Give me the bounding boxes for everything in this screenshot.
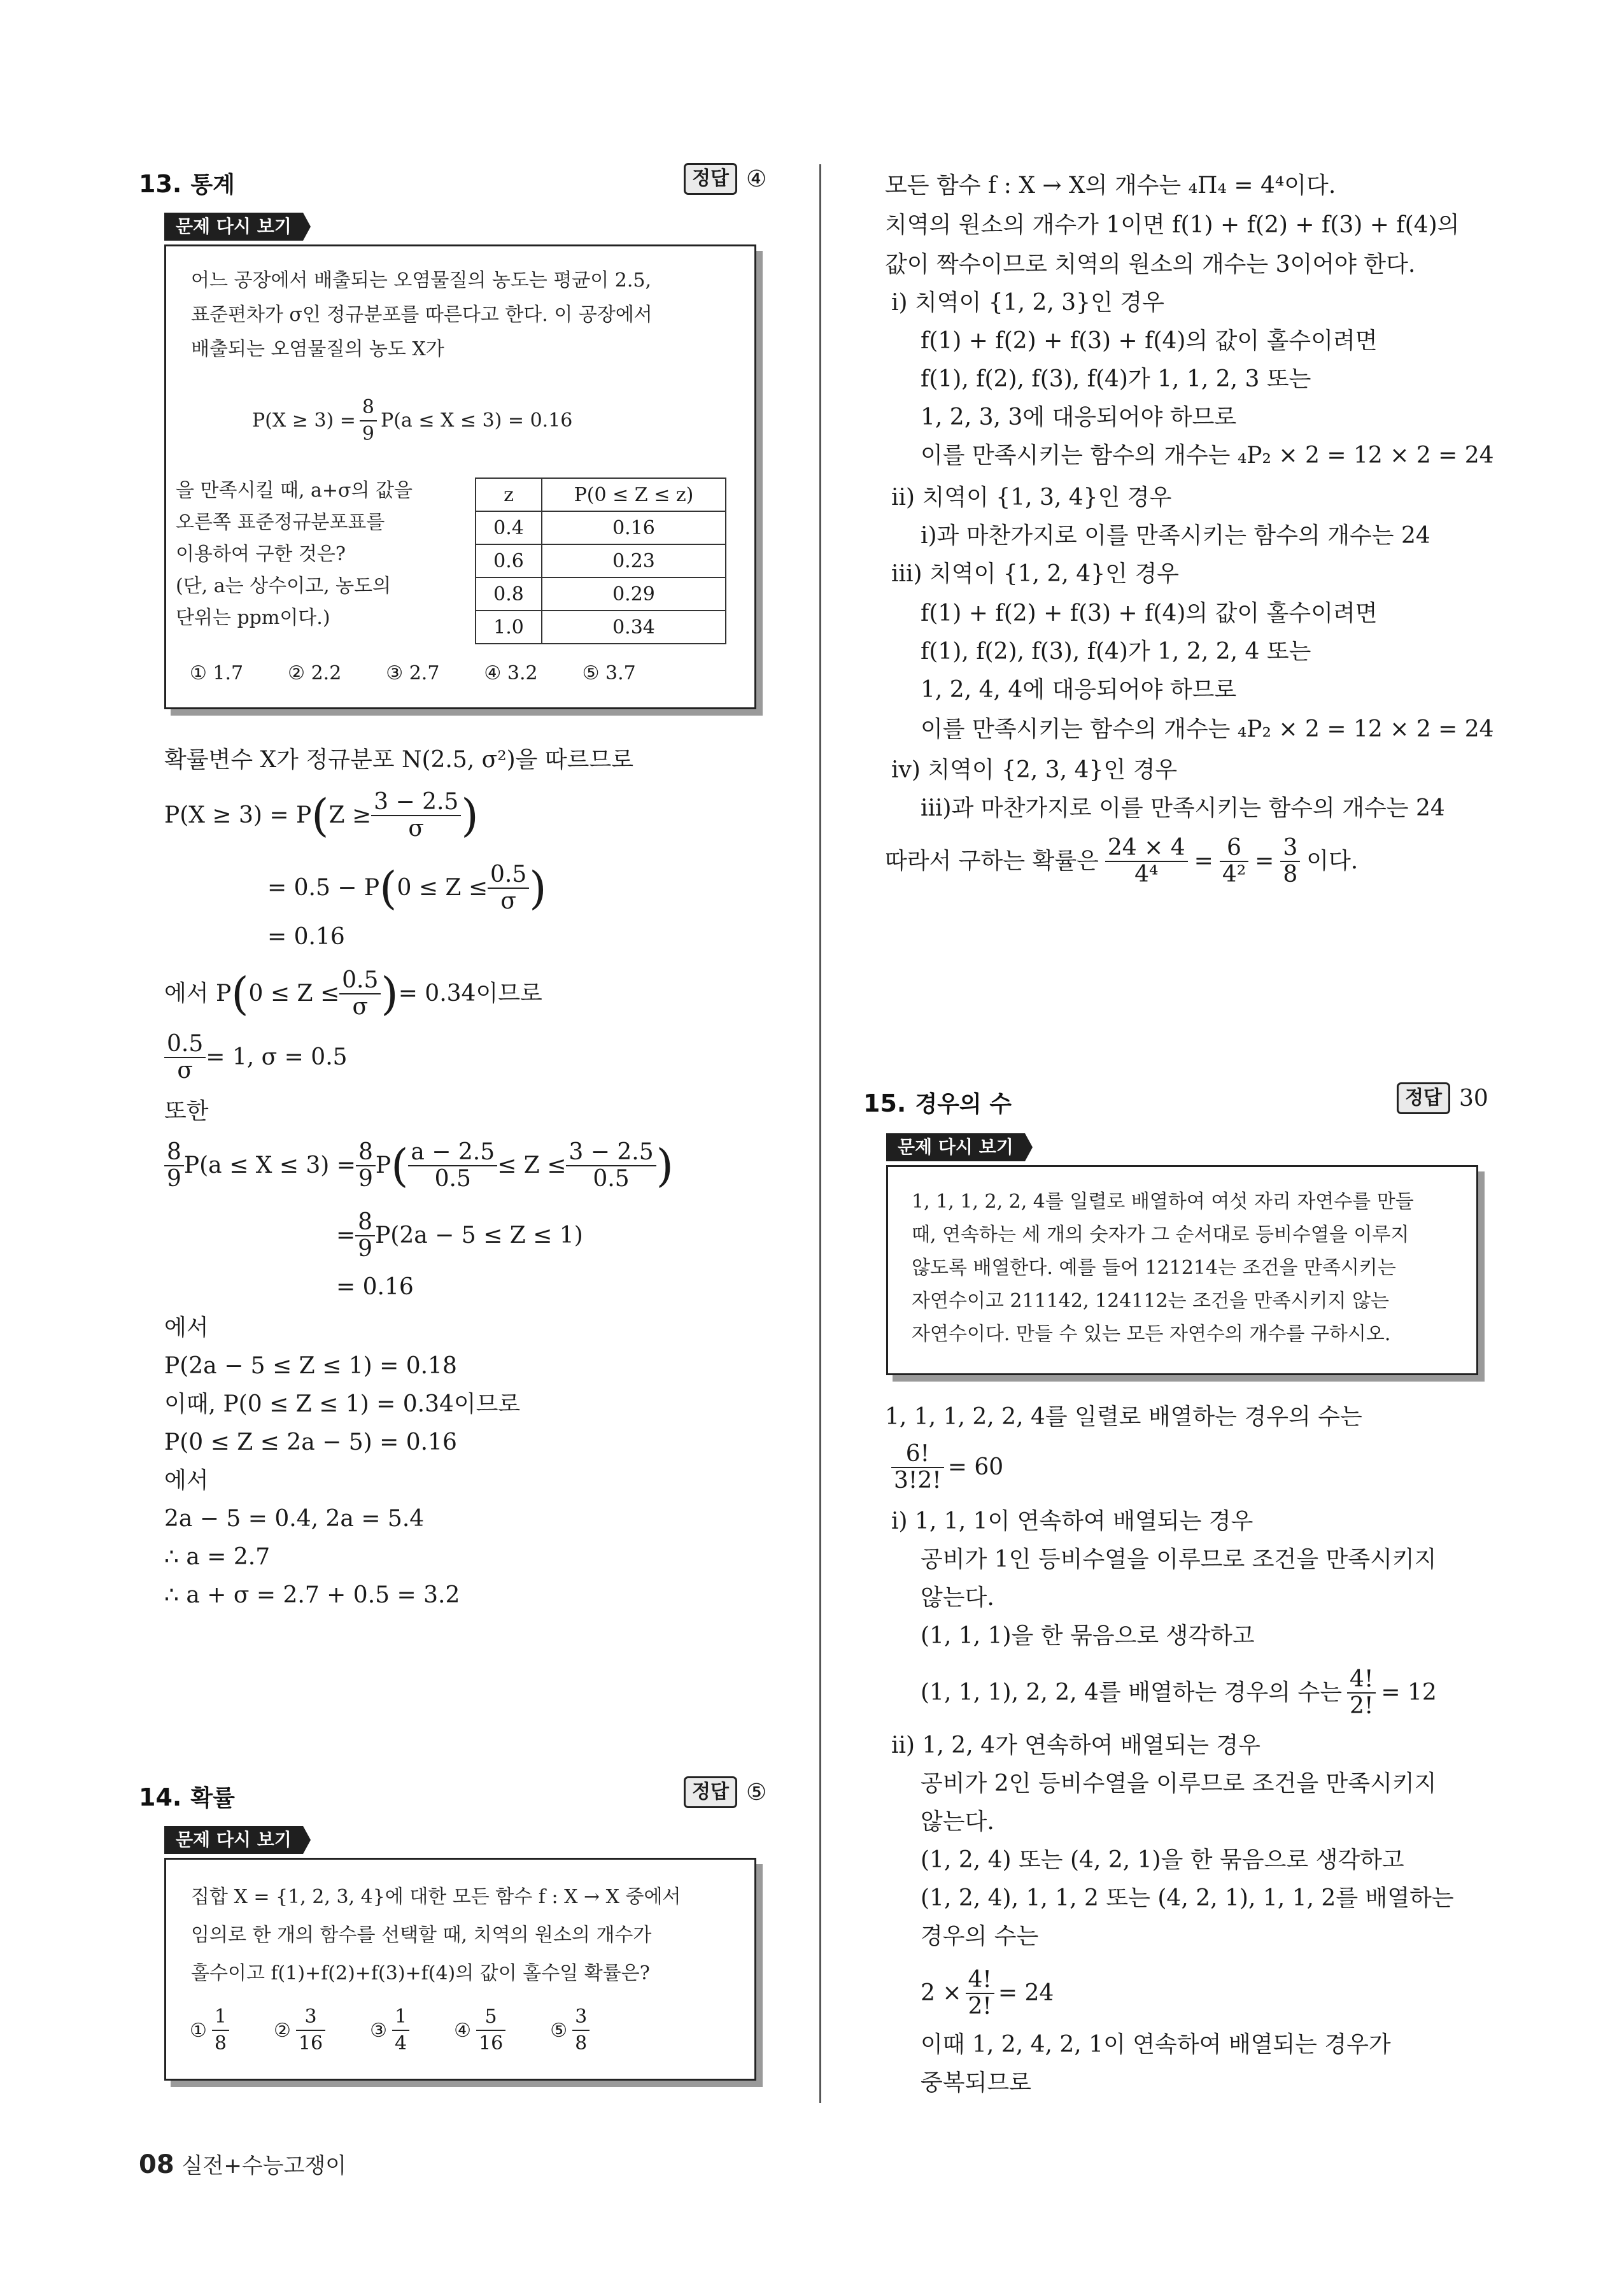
problem-line: 자연수이다. 만들 수 있는 모든 자연수의 개수를 구하시오. [912,1323,1391,1345]
option [454,2004,505,2056]
formula-fraction [360,395,377,447]
q14-number: 14. [139,1783,182,1811]
q13-condition-text [176,475,413,634]
solution-line: 않는다. [921,1585,994,1611]
formula-rhs: P(a ≤ X ≤ 3) = 0.16 [381,409,573,432]
fraction [1220,835,1248,888]
text: 에서 P [164,980,232,1007]
solution-line: 않는다. [921,1809,994,1835]
table-row [476,611,726,644]
fraction [891,1441,944,1494]
solution-line: 에서 [164,1315,209,1341]
table-cell: 1.0 [476,611,542,644]
solution-line: 모든 함수 f : X → X의 개수는 ₄Π₄ = 4⁴이다. [885,173,1336,199]
table-cell: 0.29 [542,577,726,611]
solution-line: 1, 2, 4, 4에 대응되어야 하므로 [921,677,1237,703]
numerator: 6! [891,1441,944,1468]
problem-line: 홀수이고 f(1)+f(2)+f(3)+f(4)의 값이 홀수일 확률은? [191,1962,650,1984]
solution-line: ⅱ) 1, 2, 4가 연속하여 배열되는 경우 [891,1732,1260,1758]
denominator: 8 [575,2032,588,2055]
problem-line: 어느 공장에서 배출되는 오염물질의 농도는 평균이 2.5, [191,269,652,292]
solution-line: 치역의 원소의 개수가 1이면 f(1) + f(2) + f(3) + f(4)의 [885,212,1460,238]
text: P [375,1152,392,1178]
denominator: 0.5 [593,1166,630,1192]
solution-line: ⅰ) 치역이 {1, 2, 3}인 경우 [891,290,1164,316]
q13-answer-value: ④ [745,166,767,192]
denominator: σ [500,888,516,914]
q14-title: 확률 [190,1785,235,1811]
table-cell: 0.34 [542,611,726,644]
formula-lhs: P(X ≥ 3) = [252,409,356,432]
problem-line: 1, 1, 1, 2, 2, 4를 일렬로 배열하여 여섯 자리 자연수를 만들 [912,1191,1414,1213]
text: (1, 1, 1), 2, 2, 4를 배열하는 경우의 수는 [921,1680,1343,1706]
problem-line: 자연수이고 211142, 124112는 조건을 만족시키지 않는 [912,1290,1389,1312]
fraction [296,2004,325,2056]
text: Z ≥ [328,802,372,828]
solution-line: $\frac{8}{9}$ P(a ≤ X ≤ 3) = $\frac{8}{9}$ P ( $\frac{a - 2.5}{0.5}$ ≤ Z ≤ $\frac{3 - 2.5}{0.5}$ ) [164,1140,674,1192]
problem-line: 배출되는 오염물질의 농도 X가 [191,338,444,360]
numerator: 8 [356,1140,376,1166]
solution-line: f(1) + f(2) + f(3) + f(4)의 값이 홀수이려면 [921,328,1378,354]
numerator: 3 [1280,835,1300,862]
text: 2 × [921,1980,962,2006]
answer-badge: 정답 [684,163,737,195]
text: 따라서 구하는 확률은 [885,848,1099,874]
problem-line: 않도록 배열한다. 예를 들어 121214는 조건을 만족시키는 [912,1257,1396,1279]
option [190,2004,229,2056]
solution-line: 경우의 수는 [921,1923,1039,1949]
solution-line: 에서 P ( 0 ≤ Z ≤ $\frac{0.5}{\sigma}$ ) = 0.34이므로 [164,967,542,1020]
q14-answer-value: ⑤ [745,1779,767,1806]
solution-line [921,1967,1054,2020]
fraction [966,1967,994,2020]
solution-line: 또한 [164,1098,209,1124]
denominator: σ [352,994,369,1020]
q13-review-tab: 문제 다시 보기 [164,213,303,241]
solution-line: ∴ a = 2.7 [164,1544,271,1570]
solution-line: = 0.16 [336,1274,414,1300]
text: = 60 [947,1454,1004,1480]
text: ≤ Z ≤ [497,1152,567,1178]
numerator: 6 [1220,835,1248,862]
fraction [572,2004,590,2056]
condition-line: 이용하여 구한 것은? [176,543,346,565]
table-row [476,577,726,611]
solution-line: ⅰ) 1, 1, 1이 연속하여 배열되는 경우 [891,1508,1253,1534]
table-row [476,544,726,577]
solution-line: (1, 1, 1)을 한 묶음으로 생각하고 [921,1623,1255,1649]
denominator: 4² [1222,861,1246,888]
option: ④ 3.2 [484,662,538,684]
table-cell: 0.6 [476,544,542,577]
solution-line: 중복되므로 [921,2070,1031,2096]
solution-line: 값이 짝수이므로 치역의 원소의 개수는 3이어야 한다. [885,251,1416,278]
q13-answer [684,163,766,195]
q14-answer [684,1776,766,1808]
solution-line: ⅲ) 치역이 {1, 2, 4}인 경우 [891,561,1179,587]
answer-badge: 정답 [1397,1082,1450,1114]
solution-line: = 0.5 − P ( 0 ≤ Z ≤ $\frac{0.5}{\sigma}$ ) [267,861,547,914]
fraction [1105,835,1188,888]
solution-line: ⅲ)과 마찬가지로 이를 만족시키는 함수의 개수는 24 [921,795,1445,821]
fraction [371,789,461,842]
fraction [356,1140,376,1192]
numerator: 3 [572,2004,590,2031]
table-cell: 0.23 [542,544,726,577]
solution-line [164,1031,348,1084]
numerator: 8 [355,1210,375,1236]
marker: ② [274,2019,291,2042]
problem-line: 때, 연속하는 세 개의 숫자가 그 순서대로 등비수열을 이루지 [912,1224,1409,1246]
option [370,2004,409,2056]
solution-line: 1, 2, 3, 3에 대응되어야 하므로 [921,404,1237,430]
option: ③ 2.7 [386,662,440,684]
text: 0 ≤ Z ≤ [397,875,488,901]
numerator: 1 [392,2004,409,2031]
solution-line: (1, 2, 4), 1, 1, 2 또는 (4, 2, 1), 1, 1, 2를 배열하는 [921,1885,1454,1911]
q13-header [139,167,235,199]
book-title: 실전+수능고쟁이 [181,2153,347,2179]
numerator: 0.5 [164,1031,206,1058]
numerator: 0.5 [339,968,381,994]
fraction [164,1140,184,1192]
option: ② 2.2 [288,662,342,684]
q15-number: 15. [863,1089,907,1117]
text: = 1, σ = 0.5 [206,1044,348,1070]
table-cell: 0.16 [542,511,726,544]
denominator: 0.5 [434,1166,471,1192]
option: ⑤ 3.7 [582,662,636,684]
condition-line: 오른쪽 표준정규분포표를 [176,511,385,534]
page-number: 08 [139,2150,174,2179]
numerator: 3 − 2.5 [566,1140,656,1166]
q15-problem-text [912,1185,1414,1351]
q14-review-tab: 문제 다시 보기 [164,1826,303,1854]
fraction [392,2004,409,2056]
denominator: σ [177,1058,193,1084]
numerator: 3 [296,2004,325,2031]
q15-review-tab: 문제 다시 보기 [886,1133,1025,1161]
numerator: 1 [212,2004,229,2031]
text: 이다. [1306,848,1359,874]
text: = 12 [1381,1680,1437,1706]
numerator: 4! [966,1967,994,1994]
normal-distribution-table [475,478,726,644]
solution-line: 공비가 2인 등비수열을 이루므로 조건을 만족시키지 [921,1771,1437,1797]
option [550,2004,590,2056]
solution-line: 1, 1, 1, 2, 2, 4를 일렬로 배열하는 경우의 수는 [885,1404,1362,1430]
denominator: 9 [358,1166,373,1192]
solution-line: 이를 만족시키는 함수의 개수는 ₄P₂ × 2 = 12 × 2 = 24 [921,716,1494,742]
q13-number: 13. [139,170,182,198]
table-header: P(0 ≤ Z ≤ z) [542,478,726,511]
text: = 0.5 − P [267,875,380,901]
problem-line: 임의로 한 개의 함수를 선택할 때, 치역의 원소의 개수가 [191,1924,652,1946]
numerator: 8 [164,1140,184,1166]
column-divider [819,164,821,2103]
text: P(2a − 5 ≤ Z ≤ 1) [375,1222,583,1249]
q15-title: 경우의 수 [915,1091,1012,1117]
denominator: σ [408,816,424,842]
marker: ⑤ [550,2019,568,2042]
table-cell: 0.4 [476,511,542,544]
condition-line: 단위는 ppm이다.) [176,607,330,629]
text: P(a ≤ X ≤ 3) = [183,1152,356,1178]
fraction [339,968,381,1020]
text: = [336,1222,356,1249]
solution-line: (1, 2, 4) 또는 (4, 2, 1)을 한 묶음으로 생각하고 [921,1847,1404,1873]
text: 0 ≤ Z ≤ [248,980,340,1007]
fraction [355,1210,375,1262]
denominator: 9 [358,1236,373,1262]
solution-line [921,1667,1437,1719]
denominator: 9 [167,1166,181,1192]
denominator: 4⁴ [1134,861,1159,888]
marker: ④ [454,2019,471,2042]
fraction [476,2004,505,2056]
text: = 0.34이므로 [398,980,542,1007]
q14-problem-text [191,1878,681,1993]
problem-line: 표준편차가 σ인 정규분포를 따른다고 한다. 이 공장에서 [191,304,653,326]
solution-line: 이때 1, 2, 4, 2, 1이 연속하여 배열되는 경우가 [921,2032,1391,2058]
condition-line: 을 만족시킬 때, a+σ의 값을 [176,479,413,502]
solution-line: ⅰ)과 마찬가지로 이를 만족시키는 함수의 개수는 24 [921,523,1430,549]
denominator: 2! [1350,1693,1374,1719]
solution-line: 에서 [164,1468,209,1494]
q14-header [139,1780,235,1813]
q13-problem-text [191,264,653,367]
condition-line: (단, a는 상수이고, 농도의 [176,575,392,597]
numerator: 4! [1347,1667,1376,1694]
solution-line: ⅱ) 치역이 {1, 3, 4}인 경우 [891,485,1172,511]
numerator: 5 [476,2004,505,2031]
solution-line: 공비가 1인 등비수열을 이루므로 조건을 만족시키지 [921,1546,1437,1573]
numerator: 0.5 [488,862,529,889]
q13-title: 통계 [190,172,235,198]
marker: ③ [370,2019,387,2042]
numerator: 8 [360,395,377,421]
table-row [476,511,726,544]
numerator: 24 × 4 [1105,835,1188,862]
option: ① 1.7 [190,662,244,684]
table-cell: 0.8 [476,577,542,611]
page-footer [139,2148,346,2179]
solution-line: f(1) + f(2) + f(3) + f(4)의 값이 홀수이려면 [921,600,1378,626]
solution-line: P(2a − 5 ≤ Z ≤ 1) = 0.18 [164,1353,457,1379]
problem-line: 집합 X = {1, 2, 3, 4}에 대한 모든 함수 f : X → X 중에서 [191,1886,681,1908]
option [274,2004,325,2056]
denominator: 16 [298,2032,323,2055]
solution-line: f(1), f(2), f(3), f(4)가 1, 1, 2, 3 또는 [921,366,1311,392]
fraction [1280,835,1300,888]
solution-line: 이때, P(0 ≤ Z ≤ 1) = 0.34이므로 [164,1391,521,1417]
q14-options [190,2004,634,2056]
denominator: 16 [479,2032,504,2055]
text: = 24 [998,1980,1054,2006]
solution-line [336,1210,583,1262]
q13-formula [252,395,572,447]
q15-answer-value: 30 [1458,1085,1488,1112]
solution-line [891,1441,1003,1494]
solution-line: ⅳ) 치역이 {2, 3, 4}인 경우 [891,757,1178,783]
fraction [212,2004,229,2056]
q13-options [190,662,681,684]
solution-line: f(1), f(2), f(3), f(4)가 1, 2, 2, 4 또는 [921,639,1311,665]
fraction [488,862,529,914]
numerator: 3 − 2.5 [371,789,461,816]
solution-line: ∴ a + σ = 2.7 + 0.5 = 3.2 [164,1582,460,1608]
fraction [1347,1667,1376,1719]
solution-line: 이를 만족시키는 함수의 개수는 ₄P₂ × 2 = 12 × 2 = 24 [921,442,1494,469]
denominator: 2! [968,1993,992,2020]
q15-header [863,1086,1012,1119]
solution-line: = 0.16 [267,924,345,950]
solution-line: 2a − 5 = 0.4, 2a = 5.4 [164,1506,425,1532]
numerator: a − 2.5 [408,1140,497,1166]
text: P(X ≥ 3) = P [164,802,312,828]
denominator: 4 [395,2032,407,2055]
fraction [566,1140,656,1192]
denominator: 9 [362,423,375,445]
marker: ① [190,2019,207,2042]
denominator: 3!2! [894,1468,942,1494]
solution-line: P(X ≥ 3) = P ( Z ≥ $\frac{3 - 2.5}{\sigma}$ ) [164,789,479,842]
fraction [408,1140,497,1192]
q15-answer [1397,1082,1488,1114]
table-header: z [476,478,542,511]
answer-badge: 정답 [684,1776,737,1808]
solution-line: 확률변수 X가 정규분포 N(2.5, σ²)을 따르므로 [164,747,634,773]
solution-line: 따라서 구하는 확률은 $\frac{24 \times 4}{\text{4⁴}}$ = $\frac{6}{\text{4²}}$ = $\frac{3}{8}$ 이다. [885,835,1359,888]
solution-line: P(0 ≤ Z ≤ 2a − 5) = 0.16 [164,1429,457,1455]
fraction [164,1031,206,1084]
denominator: 8 [214,2032,227,2055]
denominator: 8 [1283,861,1298,888]
